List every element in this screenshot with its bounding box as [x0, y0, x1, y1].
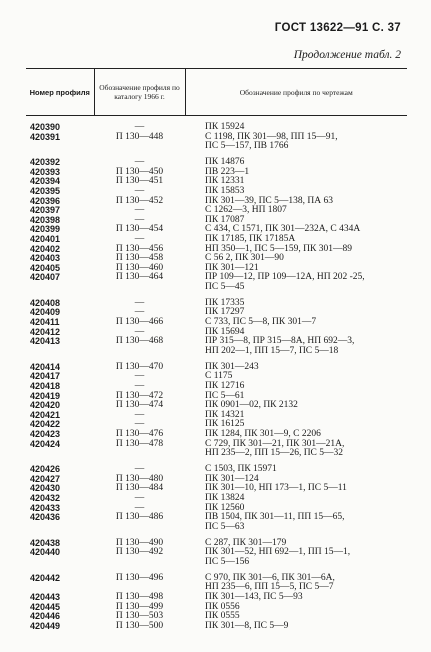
cell-catalog-designation: — [134, 419, 145, 430]
cell-profile-number: 420401 [30, 233, 61, 244]
cell-profile-number [26, 558, 94, 568]
cell-catalog-designation: — [134, 371, 145, 382]
cell-drawing-designation: НП 235—6, ПП 15—5, ПС 5—7 [205, 582, 334, 593]
cell-drawing-designation: ПК 301—143, ПС 5—93 [205, 592, 303, 603]
cell-catalog-designation [94, 558, 185, 568]
cell-drawing-designation: ПК 13824 [205, 492, 245, 503]
cell-profile-number: 420408 [30, 297, 61, 308]
cell-profile-number: 420445 [30, 601, 61, 612]
cell-catalog-designation: — [134, 381, 145, 392]
cell-profile-number: 420449 [30, 620, 61, 631]
cell-drawing-designation: ПК 12560 [205, 502, 245, 513]
cell-catalog-designation: П 130—478 [115, 438, 164, 449]
cell-catalog-designation: П 130—460 [115, 262, 164, 273]
cell-profile-number: 420427 [30, 473, 61, 484]
cell-profile-number: 420412 [30, 326, 61, 337]
column-header-drawing: Обозначение профиля по чертежам [185, 69, 407, 116]
cell-catalog-designation: П 130—450 [115, 166, 164, 177]
cell-drawing-designation: ПК 15694 [205, 326, 245, 337]
cell-drawing-designation: ПК 0555 [205, 611, 240, 622]
cell-catalog-designation: — [134, 297, 145, 308]
cell-drawing-designation: ПК 301—8, ПС 5—9 [205, 620, 289, 631]
cell-drawing-designation: ПВ 1504, ПК 301—11, ПП 15—65, [205, 512, 345, 523]
table-body [26, 116, 407, 632]
page-header: ГОСТ 13622—91 С. 37 [274, 22, 401, 34]
cell-drawing-designation: ПР 109—12, ПР 109—12А, НП 202 -25, [205, 272, 365, 283]
table-row [26, 459, 407, 475]
cell-catalog-designation [94, 347, 185, 357]
column-header-catalog: Обозначение профиля по каталогу 1966 г. [94, 69, 185, 116]
cell-drawing-designation: С 434, С 1571, ПК 301—232А, С 434А [205, 224, 361, 235]
table-row-continuation [26, 283, 407, 293]
cell-profile-number: 420421 [30, 409, 61, 420]
cell-profile-number: 420420 [30, 400, 61, 411]
cell-profile-number: 420391 [30, 131, 61, 142]
cell-catalog-designation [94, 449, 185, 459]
cell-drawing-designation: ПС 5—157, ПВ 1766 [205, 141, 289, 152]
cell-drawing-designation: ПК 0901—02, ПК 2132 [205, 400, 298, 411]
cell-profile-number: 420446 [30, 611, 61, 622]
cell-drawing-designation: ПК 17335 [205, 297, 245, 308]
table-row-continuation [26, 558, 407, 568]
cell-drawing-designation: С 1262—3, НП 1807 [205, 205, 287, 216]
cell-catalog-designation: П 130—468 [115, 336, 164, 347]
cell-profile-number: 420405 [30, 262, 61, 273]
cell-profile-number: 420436 [30, 512, 61, 523]
cell-profile-number: 420443 [30, 592, 61, 603]
cell-catalog-designation: П 130—492 [115, 547, 164, 558]
cell-profile-number: 420414 [30, 361, 61, 372]
cell-profile-number: 420418 [30, 381, 61, 392]
cell-drawing-designation: ПС 5—156 [205, 556, 250, 567]
cell-drawing-designation: ПК 12716 [205, 381, 245, 392]
cell-catalog-designation: П 130—499 [115, 601, 164, 612]
cell-drawing-designation: ПК 17185, ПК 17185А [205, 233, 296, 244]
cell-profile-number: 420419 [30, 390, 61, 401]
cell-catalog-designation: П 130—458 [115, 253, 164, 264]
cell-profile-number [26, 142, 94, 152]
cell-profile-number: 420423 [30, 428, 61, 439]
cell-profile-number: 420440 [30, 547, 61, 558]
cell-drawing-designation: ПК 15853 [205, 185, 245, 196]
cell-catalog-designation [94, 142, 185, 152]
cell-catalog-designation: — [134, 326, 145, 337]
cell-drawing-designation: ПК 301—52, НП 692—1, ПП 15—1, [205, 547, 351, 558]
table-continuation-label: Продолжение табл. 2 [293, 49, 401, 61]
cell-profile-number: 420442 [30, 572, 61, 583]
cell-profile-number: 420424 [30, 438, 61, 449]
cell-catalog-designation: — [134, 157, 145, 168]
cell-drawing-designation: ПК 0556 [205, 601, 240, 612]
cell-drawing-designation: ПК 14321 [205, 409, 245, 420]
cell-catalog-designation: — [134, 122, 145, 132]
cell-drawing-designation: С 287, ПК 301—179 [205, 537, 287, 548]
cell-profile-number: 420411 [30, 317, 60, 328]
cell-drawing-designation: НП 202—1, ПП 15—7, ПС 5—18 [205, 345, 339, 356]
cell-drawing-designation: ПК 301—10, НП 173—1, ПС 5—11 [205, 483, 347, 494]
cell-drawing-designation: ПК 15924 [205, 122, 245, 132]
cell-drawing-designation: ПС 5—61 [205, 390, 245, 401]
cell-drawing-designation: НП 235—2, ПП 15—26, ПС 5—32 [205, 448, 344, 459]
cell-catalog-designation: — [134, 502, 145, 513]
cell-profile-number: 420392 [30, 157, 61, 168]
cell-catalog-designation: П 130—452 [115, 195, 164, 206]
table-row [26, 356, 407, 372]
cell-catalog-designation: П 130—480 [115, 473, 164, 484]
cell-drawing-designation: ПС 5—45 [205, 281, 245, 292]
table-row-continuation [26, 449, 407, 459]
cell-catalog-designation: — [134, 492, 145, 503]
cell-catalog-designation: — [134, 464, 145, 475]
cell-profile-number: 420396 [30, 195, 61, 206]
cell-profile-number: 420430 [30, 483, 61, 494]
table-row [26, 292, 407, 308]
cell-catalog-designation: П 130—451 [115, 176, 164, 187]
cell-profile-number: 420422 [30, 419, 61, 430]
cell-drawing-designation: ПК 1284, ПК 301—9, С 2206 [205, 428, 321, 439]
cell-catalog-designation: П 130—476 [115, 428, 164, 439]
cell-profile-number: 420393 [30, 166, 61, 177]
cell-profile-number: 420407 [30, 272, 61, 283]
cell-drawing-designation: ПС 5—63 [205, 521, 245, 532]
cell-profile-number: 420402 [30, 243, 61, 254]
cell-drawing-designation: С 970, ПК 301—6, ПК 301—6А, [205, 572, 335, 583]
cell-catalog-designation: П 130—503 [115, 611, 164, 622]
cell-drawing-designation: С 1175 [205, 371, 233, 382]
cell-catalog-designation: П 130—464 [115, 272, 164, 283]
cell-drawing-designation: ПК 17297 [205, 307, 245, 318]
cell-profile-number: 420438 [30, 537, 61, 548]
cell-catalog-designation [94, 283, 185, 293]
table-row [26, 532, 407, 548]
cell-profile-number: 420413 [30, 336, 61, 347]
table-row-continuation [26, 523, 407, 533]
cell-drawing-designation: С 733, ПС 5—8, ПК 301—7 [205, 317, 317, 328]
cell-catalog-designation: П 130—484 [115, 483, 164, 494]
cell-catalog-designation: П 130—472 [115, 390, 164, 401]
cell-drawing-designation: С 729, ПК 301—21, ПК 301—21А, [205, 438, 345, 449]
cell-drawing-designation: ПВ 223—1 [205, 166, 250, 177]
table-row [26, 116, 407, 133]
cell-catalog-designation: — [134, 214, 145, 225]
table-header-row [26, 69, 407, 116]
cell-profile-number: 420426 [30, 464, 61, 475]
profile-table [26, 68, 407, 631]
cell-catalog-designation: П 130—490 [115, 537, 164, 548]
table-row-continuation [26, 142, 407, 152]
cell-catalog-designation: П 130—448 [115, 131, 164, 142]
cell-catalog-designation [94, 523, 185, 533]
cell-profile-number: 420409 [30, 307, 61, 318]
cell-catalog-designation: — [134, 307, 145, 318]
cell-profile-number [26, 283, 94, 293]
cell-catalog-designation: П 130—456 [115, 243, 164, 254]
cell-catalog-designation: — [134, 205, 145, 216]
cell-catalog-designation: П 130—486 [115, 512, 164, 523]
cell-profile-number: 420390 [30, 122, 61, 132]
cell-profile-number [26, 449, 94, 459]
cell-drawing-designation: ПК 16125 [205, 419, 245, 430]
cell-profile-number: 420398 [30, 214, 61, 225]
cell-drawing-designation: НП 350—1, ПС 5—159, ПК 301—89 [205, 243, 352, 254]
cell-profile-number: 420433 [30, 502, 61, 513]
column-header-number: Номер профиля [26, 69, 94, 116]
cell-drawing-designation: ПК 301—121 [205, 262, 259, 273]
table-row [26, 152, 407, 168]
cell-drawing-designation: ПК 14876 [205, 157, 245, 168]
cell-drawing-designation: ПК 301—39, ПС 5—138, ПА 63 [205, 195, 333, 206]
cell-profile-number: 420432 [30, 492, 61, 503]
cell-drawing-designation: С 1503, ПК 15971 [205, 464, 277, 475]
table-row [26, 567, 407, 583]
cell-profile-number [26, 523, 94, 533]
cell-catalog-designation: П 130—496 [115, 572, 164, 583]
cell-profile-number [26, 347, 94, 357]
cell-drawing-designation: ПК 301—124 [205, 473, 259, 484]
cell-catalog-designation: — [134, 185, 145, 196]
cell-catalog-designation: — [134, 233, 145, 244]
table-row-continuation [26, 347, 407, 357]
table-row [26, 622, 407, 632]
cell-drawing-designation: С 56 2, ПК 301—90 [205, 253, 284, 264]
cell-profile-number: 420395 [30, 185, 61, 196]
cell-catalog-designation: П 130—498 [115, 592, 164, 603]
cell-drawing-designation: С 1198, ПК 301—98, ПП 15—91, [205, 131, 338, 142]
cell-profile-number: 420417 [30, 371, 61, 382]
cell-profile-number: 420397 [30, 205, 61, 216]
cell-drawing-designation: ПК 17087 [205, 214, 245, 225]
cell-drawing-designation: ПК 301—243 [205, 361, 259, 372]
cell-profile-number: 420399 [30, 224, 61, 235]
cell-profile-number: 420394 [30, 176, 61, 187]
cell-catalog-designation: П 130—466 [115, 317, 164, 328]
cell-catalog-designation: П 130—500 [115, 620, 164, 631]
cell-catalog-designation: П 130—470 [115, 361, 164, 372]
cell-profile-number: 420403 [30, 253, 61, 264]
cell-catalog-designation: — [134, 409, 145, 420]
cell-catalog-designation: П 130—454 [115, 224, 164, 235]
cell-drawing-designation: ПК 12331 [205, 176, 245, 187]
cell-catalog-designation: П 130—474 [115, 400, 164, 411]
cell-drawing-designation: ПР 315—8, ПР 315—8А, НП 692—3, [205, 336, 355, 347]
